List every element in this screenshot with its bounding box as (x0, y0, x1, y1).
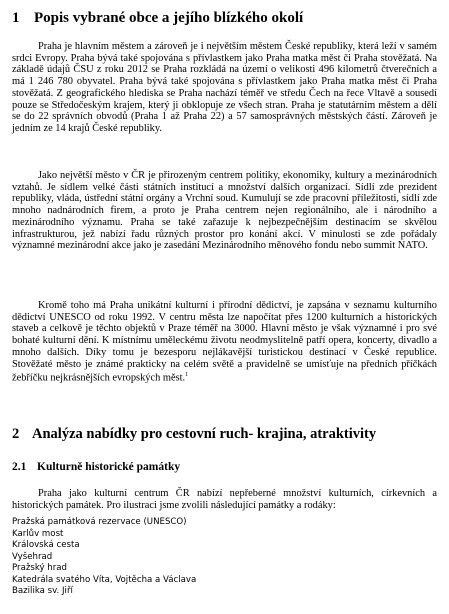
paragraph-2: Jako největší město v ČR je přirozeným centrem politiky, ekonomiky, kultury a mezinárodních vztahů. Je sídlem velké části státních institucí a množství dalších organizací. Sídlí zde prezident republiky, vláda, ústřední státní orgány a Vrchní soud. Kumulují se zde pracovní příležitosti, sídlí zde mnoho nadnárodních firem, a proto je Praha centrem nejen regionálního, ale i národního a mezinárodního významu. Praha se také zařazuje k nejbezpečnějším destinacím se skvělou infrastrukturou, jež nabízí řadu různých prostor pro konání akcí. V minulosti se zde pořádaly významné mezinárodní akce jako je zasedání Mezinárodního měnového fondu nebo summit NATO. (12, 170, 437, 252)
section-2-number: 2 (12, 426, 20, 442)
list-item: Katedrála svatého Víta, Vojtěcha a Václava (12, 574, 197, 585)
section-1-number: 1 (12, 10, 20, 26)
paragraph-3-text: Kromě toho má Praha unikátní kulturní i přírodní dědictví, je zapsána v seznamu kulturního dědictví UNESCO od roku 1992. V centru města lze napočítat přes 1200 kulturních a historických staveb a celkově je těchto objektů v Praze téměř na 3000. Hlavní město je však významné i pro své bohaté kulturní dění. K místnímu uměleckému životu neodmyslitelně patří opera, koncerty, divadlo a mnoho dalších. Díky tomu je bezesporu nejlákavější turistickou destinací v České republice. Stověžaté město je známé prakticky na celém světě a pravidelně se umísťuje na předních příčkách žebříčku nejkrásnějších evropských měst. (12, 300, 437, 384)
section-2-1-title: Kulturně historické památky (37, 461, 181, 473)
list-item: Pražský hrad (12, 563, 68, 573)
monument-list (12, 517, 432, 598)
list-item: Královská cesta (12, 540, 80, 550)
list-item: Pražská památková rezervace (UNESCO) (12, 517, 187, 527)
paragraph-3 (12, 300, 437, 384)
section-2-1-intro: Praha jako kulturní centrum ČR nabízí nepřeberné množství kulturních, církevních a historických památek. Pro ilustraci jsme zvolili následující památky a rodáky: (12, 488, 437, 511)
list-item: Bazilika sv. Jiří (12, 586, 73, 596)
section-2-heading (12, 425, 442, 443)
footnote-reference[interactable]: 1 (185, 372, 189, 379)
paragraph-1: Praha je hlavním městem a zároveň je i největším městem České republiky, která leží v samém srdci Evropy. Praha bývá také spojována s přívlastkem jako Praha matka měst či Praha stověžatá. Na základě údajů ČSU z roku 2012 se Praha rozkládá na území o velikosti 496 kilometrů čtverečních a má 1 246 780 obyvatel. Praha bývá také spojována s přívlastkem jako Praha matka měst či Praha stověžatá. Z geografického hlediska se Praha nachází téměř ve středu Čech na řece Vltavě a sousedí pouze se Středočeským krajem, který ji obklopuje ze všech stran. Praha je statutárním městem a dělí se do 22 správních obvodů (Praha 1 až Praha 22) a 57 samosprávných městských částí. Zároveň je jedním ze 14 krajů České republiky. (12, 41, 437, 134)
section-1-heading (12, 9, 442, 27)
list-item: Karlův most (12, 528, 64, 539)
list-item: Vyšehrad (12, 551, 53, 562)
section-1-title: Popis vybrané obce a jejího blízkého okolí (34, 10, 304, 26)
section-2-1-number: 2.1 (12, 461, 27, 473)
section-2-1-heading (12, 460, 442, 474)
section-2-title: Analýza nabídky pro cestovní ruch- krajina, atraktivity (32, 426, 377, 442)
